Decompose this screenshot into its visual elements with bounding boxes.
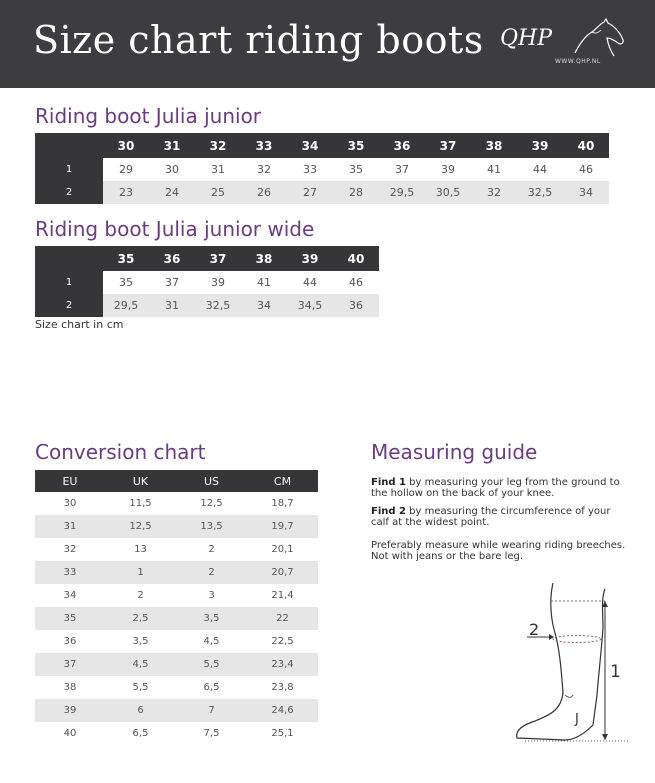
julia-row-2: 2 23 24 25 26 27 28 29,5 30,5 32 32,5 34 [35, 181, 609, 204]
conversion-cell: 1 [105, 561, 176, 584]
conversion-cell: 30 [35, 492, 105, 515]
julia-wide-row-2: 2 29,5 31 32,5 34 34,5 36 [35, 294, 379, 317]
header-bar [0, 0, 655, 88]
size-value-cell: 41 [241, 271, 287, 294]
conversion-row [35, 653, 318, 676]
conversion-cell: 5,5 [105, 676, 176, 699]
conversion-cell: 23,8 [247, 676, 318, 699]
logo-url: WWW.QHP.NL [555, 58, 601, 65]
size-value-cell: 32 [471, 181, 517, 204]
julia-wide-header-row [35, 246, 379, 271]
conversion-cell: 24,6 [247, 699, 318, 722]
conversion-cell: 2 [105, 584, 176, 607]
conversion-cell: 35 [35, 607, 105, 630]
size-header-cell: 40 [563, 133, 609, 158]
conversion-cell: 22 [247, 607, 318, 630]
conversion-cell: 32 [35, 538, 105, 561]
size-value-cell: 25 [195, 181, 241, 204]
size-header-cell: 35 [333, 133, 379, 158]
size-header-cell: 35 [103, 246, 149, 271]
size-value-cell: 44 [287, 271, 333, 294]
conversion-cell: 12,5 [105, 515, 176, 538]
conversion-cell: 3,5 [176, 607, 247, 630]
conversion-cell: 25,1 [247, 722, 318, 745]
julia-wide-title: Riding boot Julia junior wide [35, 217, 315, 241]
conversion-cell: 13 [105, 538, 176, 561]
conversion-header-row: EU UK US CM [35, 470, 318, 492]
conversion-cell: 31 [35, 515, 105, 538]
conversion-row [35, 676, 318, 699]
julia-title: Riding boot Julia junior [35, 104, 262, 128]
size-header-cell: 39 [517, 133, 563, 158]
conversion-cell: 2,5 [105, 607, 176, 630]
size-value-cell: 23 [103, 181, 149, 204]
conversion-cell: 11,5 [105, 492, 176, 515]
page-title: Size chart riding boots [33, 18, 484, 62]
size-header-cell: 30 [103, 133, 149, 158]
size-header-cell: 36 [149, 246, 195, 271]
size-value-cell: 29,5 [379, 181, 425, 204]
size-header-cell: 38 [241, 246, 287, 271]
size-value-cell: 46 [563, 158, 609, 181]
size-header-cell: 34 [287, 133, 333, 158]
size-value-cell: 37 [149, 271, 195, 294]
conversion-cell: 3,5 [105, 630, 176, 653]
conversion-cell: 22,5 [247, 630, 318, 653]
conversion-row [35, 607, 318, 630]
size-value-cell: 37 [379, 158, 425, 181]
size-value-cell: 34 [563, 181, 609, 204]
size-value-cell: 34 [241, 294, 287, 317]
julia-size-table [35, 133, 609, 204]
size-header-cell: 37 [425, 133, 471, 158]
size-header-cell: 31 [149, 133, 195, 158]
conversion-cell: 18,7 [247, 492, 318, 515]
conversion-table [35, 470, 318, 745]
size-value-cell: 29,5 [103, 294, 149, 317]
conversion-cell: 23,4 [247, 653, 318, 676]
conversion-cell: 13,5 [176, 515, 247, 538]
conversion-row [35, 515, 318, 538]
conversion-cell: 36 [35, 630, 105, 653]
julia-wide-row-1: 1 35 37 39 41 44 46 [35, 271, 379, 294]
conversion-cell: 7,5 [176, 722, 247, 745]
conversion-cell: 6 [105, 699, 176, 722]
guide-tip: Preferably measure while wearing riding breeches. Not with jeans or the bare leg. [371, 540, 626, 562]
guide-title: Measuring guide [371, 440, 538, 464]
conversion-cell: 6,5 [105, 722, 176, 745]
size-value-cell: 31 [195, 158, 241, 181]
leg-diagram [505, 575, 640, 750]
conversion-cell: 6,5 [176, 676, 247, 699]
size-value-cell: 32,5 [517, 181, 563, 204]
julia-row-1: 1 29 30 31 32 33 35 37 39 41 44 46 [35, 158, 609, 181]
size-value-cell: 39 [195, 271, 241, 294]
conversion-cell: 2 [176, 538, 247, 561]
conversion-title: Conversion chart [35, 440, 206, 464]
conversion-row [35, 699, 318, 722]
guide-find2: Find 2 by measuring the circumference of your calf at the widest point. [371, 506, 611, 528]
conversion-cell: 3 [176, 584, 247, 607]
size-header-cell: 38 [471, 133, 517, 158]
size-value-cell: 36 [333, 294, 379, 317]
size-value-cell: 35 [333, 158, 379, 181]
size-header-cell: 39 [287, 246, 333, 271]
size-value-cell: 35 [103, 271, 149, 294]
qhp-logo [500, 18, 625, 73]
logo-text: QHP [500, 26, 553, 51]
size-value-cell: 32 [241, 158, 287, 181]
julia-header-row [35, 133, 609, 158]
size-header-cell: 32 [195, 133, 241, 158]
label-1: 1 [610, 662, 621, 682]
size-value-cell: 24 [149, 181, 195, 204]
size-value-cell: 29 [103, 158, 149, 181]
label-2: 2 [529, 620, 540, 639]
size-value-cell: 39 [425, 158, 471, 181]
conversion-cell: 20,7 [247, 561, 318, 584]
conversion-row [35, 492, 318, 515]
size-header-cell: 36 [379, 133, 425, 158]
julia-wide-size-table [35, 246, 379, 317]
size-value-cell: 32,5 [195, 294, 241, 317]
conversion-cell: 21,4 [247, 584, 318, 607]
conversion-cell: 7 [176, 699, 247, 722]
conversion-cell: 33 [35, 561, 105, 584]
size-value-cell: 34,5 [287, 294, 333, 317]
size-header-cell: 33 [241, 133, 287, 158]
conversion-cell: 20,1 [247, 538, 318, 561]
guide-find1: Find 1 by measuring your leg from the ground to the hollow on the back of your knee. [371, 477, 620, 499]
conversion-row [35, 722, 318, 745]
horse-head-icon [570, 18, 625, 58]
size-value-cell: 33 [287, 158, 333, 181]
conversion-cell: 38 [35, 676, 105, 699]
size-value-cell: 26 [241, 181, 287, 204]
leg-outline [517, 583, 605, 740]
size-value-cell: 41 [471, 158, 517, 181]
size-value-cell: 27 [287, 181, 333, 204]
conversion-cell: 2 [176, 561, 247, 584]
conversion-cell: 12,5 [176, 492, 247, 515]
size-value-cell: 46 [333, 271, 379, 294]
conversion-cell: 5,5 [176, 653, 247, 676]
conversion-row [35, 561, 318, 584]
conversion-cell: 37 [35, 653, 105, 676]
conversion-row [35, 584, 318, 607]
conversion-cell: 34 [35, 584, 105, 607]
conversion-cell: 19,7 [247, 515, 318, 538]
size-value-cell: 30,5 [425, 181, 471, 204]
size-header-cell: 40 [333, 246, 379, 271]
size-value-cell: 31 [149, 294, 195, 317]
size-value-cell: 28 [333, 181, 379, 204]
conversion-cell: 4,5 [176, 630, 247, 653]
conversion-cell: 4,5 [105, 653, 176, 676]
label-j: J [575, 712, 579, 727]
size-note: Size chart in cm [35, 318, 124, 331]
conversion-row [35, 538, 318, 561]
conversion-cell: 40 [35, 722, 105, 745]
conversion-cell: 39 [35, 699, 105, 722]
size-header-cell: 37 [195, 246, 241, 271]
conversion-row [35, 630, 318, 653]
calf-ellipse [553, 636, 601, 643]
size-value-cell: 44 [517, 158, 563, 181]
size-value-cell: 30 [149, 158, 195, 181]
